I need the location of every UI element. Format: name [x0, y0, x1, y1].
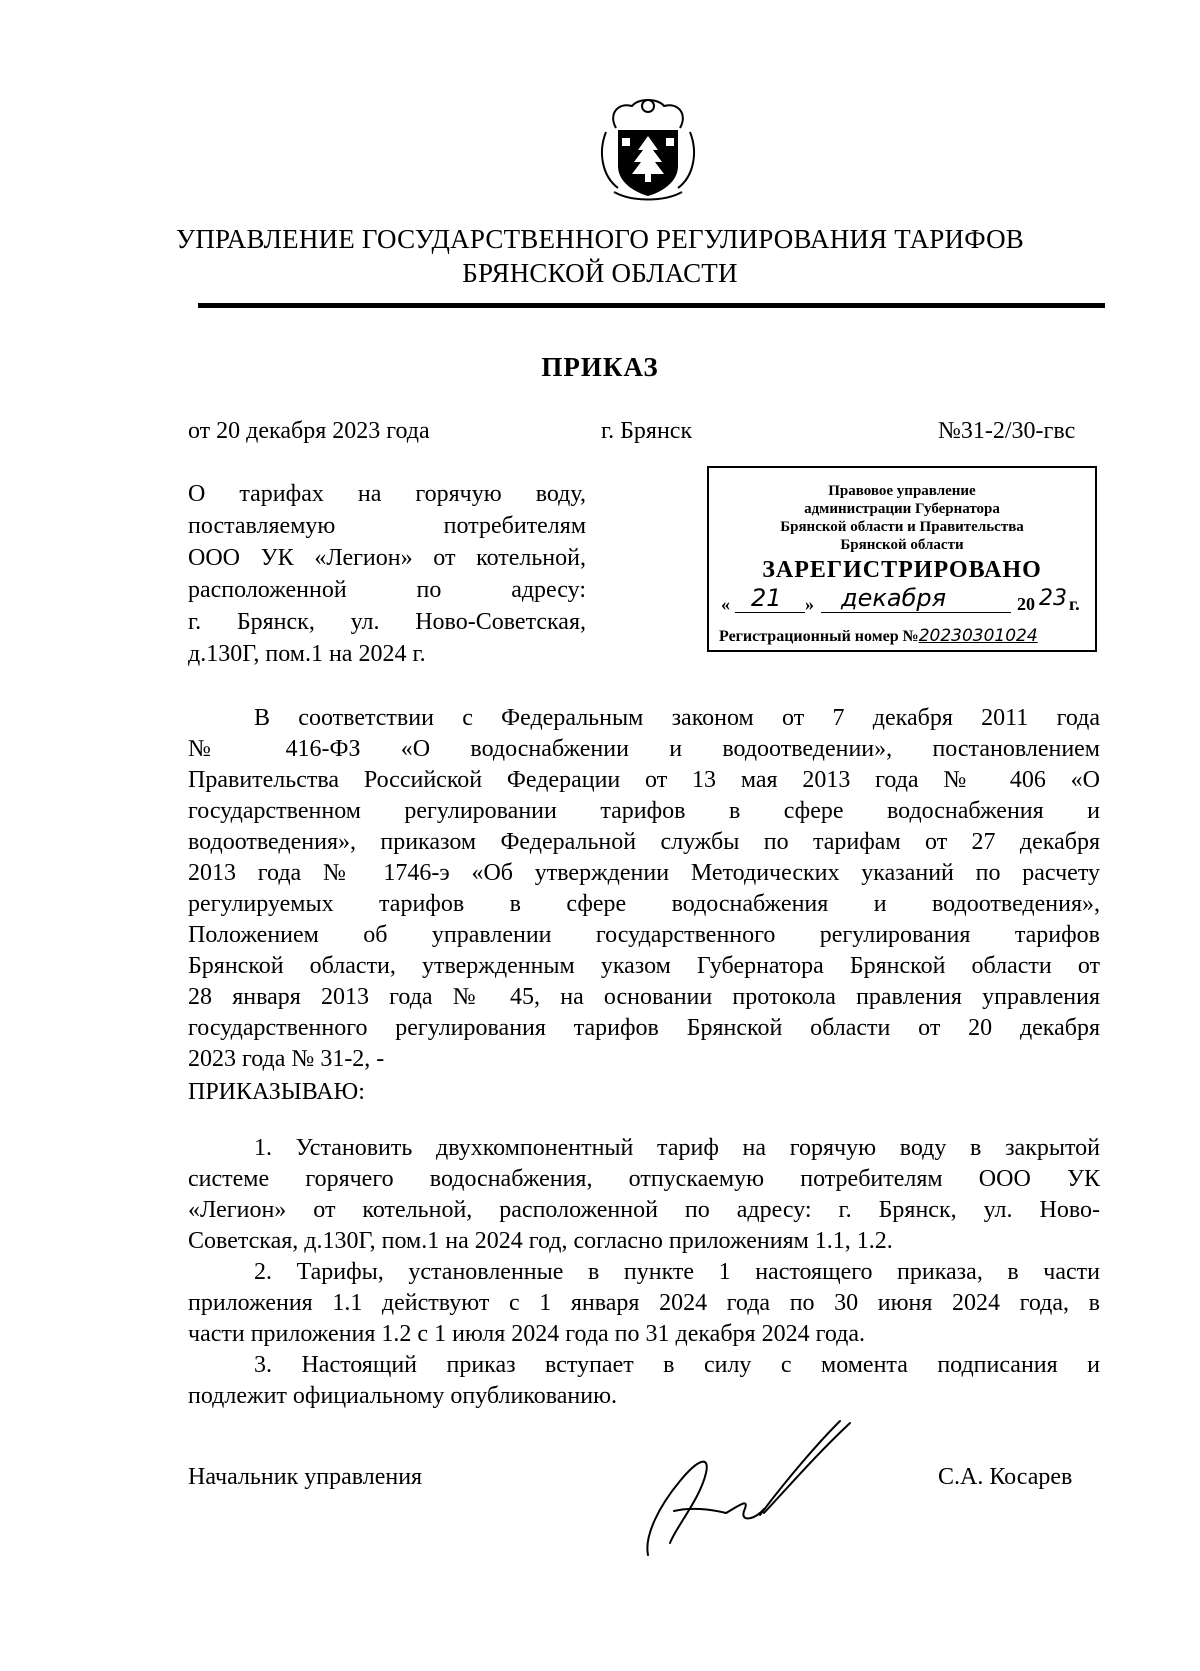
stamp-line: Брянской области — [840, 537, 964, 553]
order-city: г. Брянск — [601, 418, 693, 444]
stamp-date: « 21 » декабря 20 23 г. — [721, 584, 1080, 614]
stamp-reg-value: 20230301024 — [918, 626, 1038, 646]
registration-stamp — [707, 466, 1097, 652]
preamble-line: регулируемых тарифов в сфере водоснабжения и водоотведения», — [188, 891, 1100, 917]
item-line: «Легион» от котельной, расположенной по адресу: г. Брянск, ул. Ново- — [188, 1197, 1100, 1223]
item-line: приложения 1.1 действуют с 1 января 2024 года по 30 июня 2024 года, в — [188, 1290, 1100, 1316]
subject-line: ООО УК «Легион» от котельной, — [188, 545, 586, 571]
stamp-reg-label: Регистрационный номер № — [719, 628, 919, 645]
stamp-year-suffix: 23 — [1039, 586, 1067, 611]
preamble-line: Положением об управлении государственного регулирования тарифов — [188, 922, 1100, 948]
order-item-3 — [188, 1350, 1100, 1412]
stamp-line: Брянской области и Правительства — [780, 519, 1024, 535]
order-item-1 — [188, 1133, 1100, 1257]
stamp-year-prefix: 20 — [1017, 594, 1035, 614]
stamp-reg-number — [719, 626, 1089, 646]
item-line: 2. Тарифы, установленные в пункте 1 настоящего приказа, в части — [254, 1259, 1100, 1285]
item-line: 3. Настоящий приказ вступает в силу с момента подписания и — [254, 1352, 1100, 1378]
preamble-line: государственного регулирования тарифов Брянской области от 20 декабря — [188, 1015, 1100, 1041]
order-item-2 — [188, 1257, 1100, 1350]
stamp-date-month: декабря — [841, 584, 947, 612]
preamble-line: 2023 года № 31-2, - — [188, 1046, 385, 1072]
order-subject — [188, 478, 586, 670]
preamble-line: водоотведения», приказом Федеральной службы по тарифам от 27 декабря — [188, 829, 1100, 855]
preamble-line: 2013 года № 1746-э «Об утверждении Методических указаний по расчету — [188, 860, 1100, 886]
item-line: части приложения 1.2 с 1 июля 2024 года по 31 декабря 2024 года. — [188, 1321, 866, 1347]
preamble-line: № 416-ФЗ «О водоснабжении и водоотведении», постановлением — [188, 736, 1100, 762]
item-line: системе горячего водоснабжения, отпускаемую потребителям ООО УК — [188, 1166, 1100, 1192]
subject-line: г. Брянск, ул. Ново-Советская, — [188, 609, 586, 635]
order-date: от 20 декабря 2023 года — [188, 418, 430, 444]
organization-name-line1: УПРАВЛЕНИЕ ГОСУДАРСТВЕННОГО РЕГУЛИРОВАНИЯ ТАРИФОВ — [176, 224, 1024, 254]
order-items — [188, 1133, 1100, 1412]
signatory-name: С.А. Косарев — [938, 1464, 1073, 1490]
preamble-line: Правительства Российской Федерации от 13 мая 2013 года № 406 «О — [188, 767, 1100, 793]
item-line: Советская, д.130Г, пом.1 на 2024 год, согласно приложениям 1.1, 1.2. — [188, 1228, 893, 1254]
stamp-date-day: 21 — [751, 584, 782, 612]
organization-name-line2: БРЯНСКОЙ ОБЛАСТИ — [462, 258, 738, 288]
subject-line: О тарифах на горячую воду, — [188, 481, 586, 507]
stamp-registered: ЗАРЕГИСТРИРОВАНО — [762, 557, 1042, 583]
preamble-line: В соответствии с Федеральным законом от 7 декабря 2011 года — [254, 705, 1100, 731]
order-directive: ПРИКАЗЫВАЮ: — [188, 1079, 365, 1105]
signatory-position: Начальник управления — [188, 1464, 423, 1490]
document-title: ПРИКАЗ — [541, 352, 659, 382]
item-line: 1. Установить двухкомпонентный тариф на горячую воду в закрытой — [254, 1135, 1100, 1161]
stamp-line: администрации Губернатора — [804, 501, 1000, 517]
preamble-line: государственном регулировании тарифов в сфере водоснабжения и — [188, 798, 1100, 824]
stamp-line: Правовое управление — [828, 483, 976, 499]
preamble-paragraph — [188, 703, 1100, 1075]
preamble-line: 28 января 2013 года № 45, на основании протокола правления управления — [188, 984, 1100, 1010]
item-line: подлежит официальному опубликованию. — [188, 1383, 618, 1409]
subject-line: поставляемую потребителям — [188, 513, 586, 539]
subject-line: расположенной по адресу: — [188, 577, 586, 603]
coat-of-arms-icon — [588, 92, 708, 208]
preamble-line: Брянской области, утвержденным указом Губернатора Брянской области от — [188, 953, 1100, 979]
stamp-year-end: г. — [1069, 594, 1080, 614]
order-number: №31-2/30-гвс — [938, 418, 1076, 444]
subject-line: д.130Г, пом.1 на 2024 г. — [188, 641, 426, 667]
handwritten-signature-icon — [640, 1415, 860, 1565]
header-divider — [198, 303, 1105, 308]
